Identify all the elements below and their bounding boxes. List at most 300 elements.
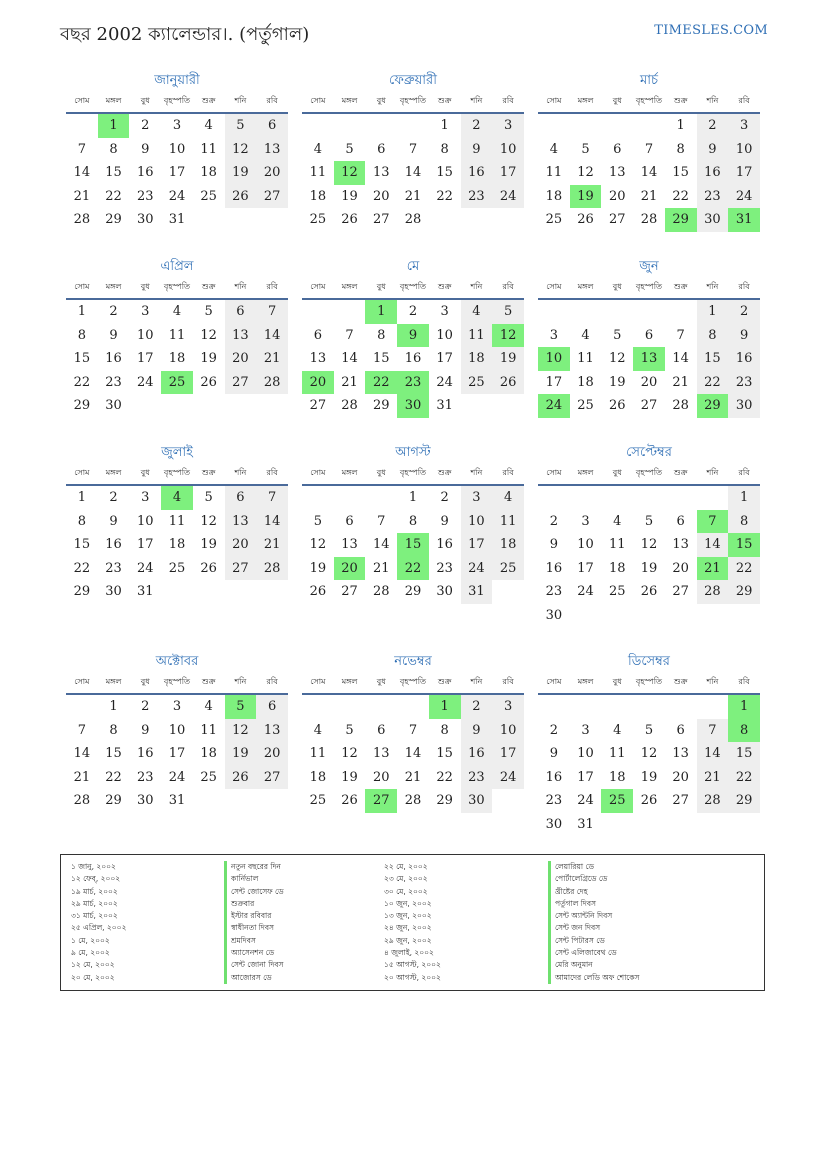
- day-cell[interactable]: 6: [225, 485, 257, 510]
- day-cell[interactable]: 2: [440, 490, 449, 506]
- day-cell[interactable]: 22: [728, 557, 760, 581]
- day-cell[interactable]: 3: [581, 513, 590, 529]
- day-cell[interactable]: 7: [644, 141, 654, 157]
- day-cell[interactable]: 25: [601, 789, 633, 813]
- day-cell[interactable]: 17: [436, 351, 453, 367]
- day-cell[interactable]: 14: [404, 165, 422, 181]
- day-cell[interactable]: 5: [581, 141, 590, 157]
- day-cell[interactable]: 12: [341, 746, 358, 762]
- day-cell[interactable]: 24: [538, 394, 570, 418]
- day-cell[interactable]: 18: [461, 347, 493, 371]
- day-cell[interactable]: 29: [105, 793, 122, 809]
- day-cell[interactable]: 13: [225, 324, 257, 348]
- day-cell[interactable]: 6: [676, 513, 685, 529]
- day-cell[interactable]: 25: [161, 371, 193, 395]
- day-cell[interactable]: 21: [256, 533, 288, 557]
- day-cell[interactable]: 23: [105, 374, 122, 390]
- day-cell[interactable]: 23: [436, 560, 453, 576]
- day-cell[interactable]: 17: [136, 351, 154, 367]
- day-cell[interactable]: 31: [168, 793, 186, 809]
- day-cell[interactable]: 18: [168, 351, 186, 367]
- day-cell[interactable]: 17: [545, 374, 563, 390]
- day-cell[interactable]: 31: [168, 212, 186, 228]
- day-cell[interactable]: 10: [136, 327, 154, 343]
- day-cell[interactable]: 7: [697, 719, 729, 743]
- day-cell[interactable]: 10: [492, 719, 524, 743]
- day-cell[interactable]: 14: [640, 165, 658, 181]
- day-cell[interactable]: 14: [372, 537, 390, 553]
- day-cell[interactable]: 8: [728, 510, 760, 534]
- day-cell[interactable]: 11: [168, 513, 186, 529]
- day-cell[interactable]: 22: [73, 374, 91, 390]
- day-cell[interactable]: 18: [168, 537, 186, 553]
- day-cell[interactable]: 28: [640, 212, 658, 228]
- day-cell[interactable]: 29: [436, 793, 453, 809]
- day-cell[interactable]: 15: [697, 347, 729, 371]
- day-cell[interactable]: 22: [728, 766, 760, 790]
- day-cell[interactable]: 23: [545, 584, 563, 600]
- day-cell[interactable]: 16: [461, 742, 493, 766]
- day-cell[interactable]: 7: [377, 513, 386, 529]
- day-cell[interactable]: 9: [440, 513, 449, 529]
- day-cell[interactable]: 9: [141, 722, 150, 738]
- day-cell[interactable]: 26: [341, 212, 358, 228]
- day-cell[interactable]: 1: [429, 694, 461, 719]
- day-cell[interactable]: 29: [105, 212, 122, 228]
- day-cell[interactable]: 20: [225, 347, 257, 371]
- day-cell[interactable]: 2: [549, 513, 558, 529]
- day-cell[interactable]: 28: [73, 793, 91, 809]
- day-cell[interactable]: 16: [105, 537, 122, 553]
- day-cell[interactable]: 12: [225, 719, 257, 743]
- day-cell[interactable]: 10: [492, 138, 524, 162]
- day-cell[interactable]: 31: [577, 816, 594, 832]
- day-cell[interactable]: 17: [492, 742, 524, 766]
- day-cell[interactable]: 4: [581, 327, 590, 343]
- day-cell[interactable]: 26: [225, 766, 257, 790]
- day-cell[interactable]: 7: [345, 327, 354, 343]
- day-cell[interactable]: 2: [549, 722, 558, 738]
- day-cell[interactable]: 10: [168, 722, 186, 738]
- day-cell[interactable]: 14: [256, 510, 288, 534]
- day-cell[interactable]: 3: [549, 327, 558, 343]
- day-cell[interactable]: 12: [225, 138, 257, 162]
- day-cell[interactable]: 18: [309, 769, 327, 785]
- day-cell[interactable]: 25: [577, 398, 594, 414]
- day-cell[interactable]: 2: [141, 699, 150, 715]
- day-cell[interactable]: 8: [77, 327, 86, 343]
- day-cell[interactable]: 16: [436, 537, 453, 553]
- day-cell[interactable]: 8: [109, 141, 118, 157]
- day-cell[interactable]: 9: [397, 324, 429, 348]
- day-cell[interactable]: 14: [697, 533, 729, 557]
- day-cell[interactable]: 29: [697, 394, 729, 418]
- day-cell[interactable]: 27: [672, 584, 689, 600]
- day-cell[interactable]: 3: [492, 694, 524, 719]
- day-cell[interactable]: 7: [256, 299, 288, 324]
- day-cell[interactable]: 13: [341, 537, 358, 553]
- day-cell[interactable]: 4: [313, 722, 322, 738]
- day-cell[interactable]: 18: [200, 165, 217, 181]
- day-cell[interactable]: 14: [697, 742, 729, 766]
- day-cell[interactable]: 6: [313, 327, 322, 343]
- day-cell[interactable]: 15: [436, 746, 453, 762]
- day-cell[interactable]: 30: [461, 789, 493, 813]
- day-cell[interactable]: 23: [397, 371, 429, 395]
- day-cell[interactable]: 7: [697, 510, 729, 534]
- day-cell[interactable]: 21: [640, 188, 658, 204]
- day-cell[interactable]: 24: [577, 584, 594, 600]
- day-cell[interactable]: 12: [640, 537, 658, 553]
- day-cell[interactable]: 28: [697, 580, 729, 604]
- day-cell[interactable]: 28: [341, 398, 358, 414]
- day-cell[interactable]: 18: [577, 374, 594, 390]
- day-cell[interactable]: 6: [256, 694, 288, 719]
- day-cell[interactable]: 21: [697, 557, 729, 581]
- day-cell[interactable]: 20: [372, 769, 390, 785]
- day-cell[interactable]: 7: [77, 722, 86, 738]
- day-cell[interactable]: 1: [408, 490, 418, 506]
- day-cell[interactable]: 28: [372, 584, 390, 600]
- day-cell[interactable]: 5: [313, 513, 322, 529]
- day-cell[interactable]: 13: [309, 351, 327, 367]
- day-cell[interactable]: 25: [608, 584, 626, 600]
- day-cell[interactable]: 12: [334, 161, 366, 185]
- day-cell[interactable]: 5: [345, 141, 354, 157]
- day-cell[interactable]: 20: [334, 557, 366, 581]
- day-cell[interactable]: 25: [461, 371, 493, 395]
- day-cell[interactable]: 31: [461, 580, 493, 604]
- day-cell[interactable]: 15: [436, 165, 453, 181]
- day-cell[interactable]: 18: [608, 769, 626, 785]
- day-cell[interactable]: 27: [608, 212, 626, 228]
- day-cell[interactable]: 5: [204, 490, 213, 506]
- day-cell[interactable]: 22: [365, 371, 397, 395]
- day-cell[interactable]: 27: [372, 212, 390, 228]
- day-cell[interactable]: 1: [728, 485, 760, 510]
- day-cell[interactable]: 16: [545, 560, 563, 576]
- day-cell[interactable]: 8: [377, 327, 386, 343]
- day-cell[interactable]: 8: [440, 141, 449, 157]
- day-cell[interactable]: 1: [440, 118, 449, 134]
- day-cell[interactable]: 28: [256, 557, 288, 581]
- day-cell[interactable]: 2: [141, 118, 150, 134]
- day-cell[interactable]: 25: [200, 188, 217, 204]
- day-cell[interactable]: 11: [608, 537, 626, 553]
- day-cell[interactable]: 10: [577, 537, 594, 553]
- day-cell[interactable]: 3: [461, 485, 493, 510]
- day-cell[interactable]: 17: [577, 769, 594, 785]
- day-cell[interactable]: 9: [549, 537, 558, 553]
- day-cell[interactable]: 12: [640, 746, 658, 762]
- day-cell[interactable]: 28: [256, 371, 288, 395]
- day-cell[interactable]: 3: [141, 490, 150, 506]
- day-cell[interactable]: 25: [200, 769, 217, 785]
- day-cell[interactable]: 22: [436, 769, 453, 785]
- day-cell[interactable]: 17: [728, 161, 760, 185]
- day-cell[interactable]: 18: [309, 188, 327, 204]
- day-cell[interactable]: 22: [397, 557, 429, 581]
- day-cell[interactable]: 15: [372, 351, 390, 367]
- day-cell[interactable]: 26: [640, 793, 658, 809]
- day-cell[interactable]: 24: [492, 185, 524, 209]
- day-cell[interactable]: 26: [492, 371, 524, 395]
- day-cell[interactable]: 22: [105, 769, 122, 785]
- day-cell[interactable]: 3: [581, 722, 590, 738]
- day-cell[interactable]: 17: [136, 537, 154, 553]
- day-cell[interactable]: 9: [141, 141, 150, 157]
- day-cell[interactable]: 24: [168, 188, 186, 204]
- day-cell[interactable]: 26: [200, 374, 217, 390]
- day-cell[interactable]: 4: [172, 304, 182, 320]
- day-cell[interactable]: 30: [545, 816, 563, 832]
- day-cell[interactable]: 20: [256, 742, 288, 766]
- day-cell[interactable]: 19: [225, 742, 257, 766]
- day-cell[interactable]: 4: [492, 485, 524, 510]
- day-cell[interactable]: 6: [613, 141, 622, 157]
- day-cell[interactable]: 2: [109, 304, 118, 320]
- day-cell[interactable]: 15: [73, 351, 91, 367]
- day-cell[interactable]: 11: [168, 327, 186, 343]
- day-cell[interactable]: 21: [256, 347, 288, 371]
- day-cell[interactable]: 19: [200, 351, 217, 367]
- day-cell[interactable]: 28: [672, 398, 689, 414]
- day-cell[interactable]: 27: [640, 398, 658, 414]
- day-cell[interactable]: 11: [492, 510, 524, 534]
- day-cell[interactable]: 16: [461, 161, 493, 185]
- day-cell[interactable]: 6: [644, 327, 654, 343]
- day-cell[interactable]: 23: [105, 560, 122, 576]
- day-cell[interactable]: 22: [436, 188, 453, 204]
- day-cell[interactable]: 21: [404, 188, 422, 204]
- day-cell[interactable]: 4: [549, 141, 558, 157]
- day-cell[interactable]: 10: [136, 513, 154, 529]
- day-cell[interactable]: 19: [640, 560, 658, 576]
- day-cell[interactable]: 3: [440, 304, 449, 320]
- day-cell[interactable]: 30: [136, 212, 154, 228]
- day-cell[interactable]: 9: [697, 138, 729, 162]
- day-cell[interactable]: 22: [105, 188, 122, 204]
- day-cell[interactable]: 12: [200, 513, 217, 529]
- day-cell[interactable]: 24: [168, 769, 186, 785]
- day-cell[interactable]: 6: [377, 722, 386, 738]
- day-cell[interactable]: 10: [168, 141, 186, 157]
- day-cell[interactable]: 8: [697, 324, 729, 348]
- day-cell[interactable]: 7: [408, 722, 418, 738]
- day-cell[interactable]: 15: [728, 533, 760, 557]
- day-cell[interactable]: 6: [345, 513, 354, 529]
- day-cell[interactable]: 16: [404, 351, 422, 367]
- day-cell[interactable]: 11: [545, 165, 563, 181]
- day-cell[interactable]: 27: [256, 766, 288, 790]
- day-cell[interactable]: 5: [225, 694, 257, 719]
- day-cell[interactable]: 23: [545, 793, 563, 809]
- day-cell[interactable]: 11: [577, 351, 594, 367]
- day-cell[interactable]: 15: [105, 165, 122, 181]
- day-cell[interactable]: 1: [365, 299, 397, 324]
- day-cell[interactable]: 6: [225, 299, 257, 324]
- day-cell[interactable]: 8: [408, 513, 418, 529]
- day-cell[interactable]: 21: [697, 766, 729, 790]
- day-cell[interactable]: 24: [728, 185, 760, 209]
- day-cell[interactable]: 4: [613, 722, 622, 738]
- day-cell[interactable]: 1: [77, 304, 86, 320]
- day-cell[interactable]: 20: [256, 161, 288, 185]
- day-cell[interactable]: 21: [341, 374, 358, 390]
- day-cell[interactable]: 8: [676, 141, 685, 157]
- day-cell[interactable]: 16: [136, 746, 154, 762]
- day-cell[interactable]: 10: [728, 138, 760, 162]
- day-cell[interactable]: 21: [73, 769, 91, 785]
- day-cell[interactable]: 15: [728, 742, 760, 766]
- day-cell[interactable]: 13: [672, 746, 689, 762]
- day-cell[interactable]: 29: [73, 398, 91, 414]
- day-cell[interactable]: 10: [538, 347, 570, 371]
- day-cell[interactable]: 30: [728, 394, 760, 418]
- day-cell[interactable]: 3: [172, 118, 182, 134]
- day-cell[interactable]: 2: [461, 113, 493, 138]
- day-cell[interactable]: 3: [141, 304, 150, 320]
- day-cell[interactable]: 27: [256, 185, 288, 209]
- day-cell[interactable]: 9: [728, 324, 760, 348]
- day-cell[interactable]: 9: [461, 138, 493, 162]
- day-cell[interactable]: 31: [436, 398, 453, 414]
- day-cell[interactable]: 25: [545, 212, 563, 228]
- day-cell[interactable]: 1: [98, 113, 130, 138]
- day-cell[interactable]: 8: [77, 513, 86, 529]
- day-cell[interactable]: 26: [640, 584, 658, 600]
- day-cell[interactable]: 20: [302, 371, 334, 395]
- day-cell[interactable]: 4: [204, 699, 213, 715]
- day-cell[interactable]: 25: [168, 560, 186, 576]
- day-cell[interactable]: 7: [77, 141, 86, 157]
- day-cell[interactable]: 17: [492, 161, 524, 185]
- day-cell[interactable]: 13: [256, 138, 288, 162]
- day-cell[interactable]: 17: [577, 560, 594, 576]
- day-cell[interactable]: 30: [105, 584, 122, 600]
- day-cell[interactable]: 17: [461, 533, 493, 557]
- day-cell[interactable]: 1: [728, 694, 760, 719]
- day-cell[interactable]: 5: [613, 327, 622, 343]
- day-cell[interactable]: 11: [200, 141, 217, 157]
- day-cell[interactable]: 27: [365, 789, 397, 813]
- day-cell[interactable]: 26: [577, 212, 594, 228]
- day-cell[interactable]: 31: [136, 584, 154, 600]
- day-cell[interactable]: 9: [109, 327, 118, 343]
- day-cell[interactable]: 11: [608, 746, 626, 762]
- day-cell[interactable]: 13: [256, 719, 288, 743]
- day-cell[interactable]: 8: [728, 719, 760, 743]
- day-cell[interactable]: 7: [256, 485, 288, 510]
- day-cell[interactable]: 22: [697, 371, 729, 395]
- day-cell[interactable]: 27: [225, 557, 257, 581]
- day-cell[interactable]: 27: [225, 371, 257, 395]
- day-cell[interactable]: 3: [728, 113, 760, 138]
- day-cell[interactable]: 15: [105, 746, 122, 762]
- day-cell[interactable]: 14: [256, 324, 288, 348]
- day-cell[interactable]: 4: [313, 141, 322, 157]
- day-cell[interactable]: 2: [109, 490, 118, 506]
- day-cell[interactable]: 15: [397, 533, 429, 557]
- day-cell[interactable]: 27: [672, 793, 689, 809]
- day-cell[interactable]: 24: [492, 766, 524, 790]
- day-cell[interactable]: 17: [168, 746, 186, 762]
- day-cell[interactable]: 23: [461, 185, 493, 209]
- day-cell[interactable]: 19: [570, 185, 602, 209]
- day-cell[interactable]: 14: [672, 351, 689, 367]
- day-cell[interactable]: 25: [309, 212, 327, 228]
- day-cell[interactable]: 12: [608, 351, 626, 367]
- day-cell[interactable]: 29: [372, 398, 390, 414]
- day-cell[interactable]: 16: [545, 769, 563, 785]
- day-cell[interactable]: 28: [697, 789, 729, 813]
- day-cell[interactable]: 30: [105, 398, 122, 414]
- day-cell[interactable]: 20: [672, 560, 689, 576]
- day-cell[interactable]: 4: [613, 513, 622, 529]
- day-cell[interactable]: 19: [341, 769, 358, 785]
- day-cell[interactable]: 18: [545, 188, 563, 204]
- day-cell[interactable]: 7: [676, 327, 685, 343]
- day-cell[interactable]: 11: [309, 746, 327, 762]
- day-cell[interactable]: 23: [697, 185, 729, 209]
- day-cell[interactable]: 1: [676, 118, 685, 134]
- day-cell[interactable]: 30: [136, 793, 154, 809]
- day-cell[interactable]: 2: [461, 694, 493, 719]
- day-cell[interactable]: 25: [309, 793, 327, 809]
- day-cell[interactable]: 20: [640, 374, 658, 390]
- day-cell[interactable]: 30: [436, 584, 453, 600]
- day-cell[interactable]: 24: [577, 793, 594, 809]
- day-cell[interactable]: 26: [341, 793, 358, 809]
- day-cell[interactable]: 11: [200, 722, 217, 738]
- day-cell[interactable]: 16: [105, 351, 122, 367]
- day-cell[interactable]: 20: [608, 188, 626, 204]
- day-cell[interactable]: 4: [161, 485, 193, 510]
- day-cell[interactable]: 30: [397, 394, 429, 418]
- day-cell[interactable]: 24: [136, 560, 154, 576]
- day-cell[interactable]: 5: [204, 304, 213, 320]
- day-cell[interactable]: 18: [608, 560, 626, 576]
- day-cell[interactable]: 26: [200, 560, 217, 576]
- day-cell[interactable]: 16: [136, 165, 154, 181]
- day-cell[interactable]: 14: [341, 351, 358, 367]
- day-cell[interactable]: 4: [204, 118, 213, 134]
- day-cell[interactable]: 13: [372, 746, 390, 762]
- day-cell[interactable]: 6: [676, 722, 685, 738]
- day-cell[interactable]: 19: [640, 769, 658, 785]
- day-cell[interactable]: 12: [309, 537, 327, 553]
- day-cell[interactable]: 13: [372, 165, 390, 181]
- day-cell[interactable]: 9: [461, 719, 493, 743]
- day-cell[interactable]: 19: [492, 347, 524, 371]
- day-cell[interactable]: 20: [372, 188, 390, 204]
- day-cell[interactable]: 6: [377, 141, 386, 157]
- day-cell[interactable]: 22: [672, 188, 689, 204]
- day-cell[interactable]: 2: [728, 299, 760, 324]
- day-cell[interactable]: 15: [73, 537, 91, 553]
- day-cell[interactable]: 30: [697, 208, 729, 232]
- day-cell[interactable]: 8: [109, 722, 118, 738]
- day-cell[interactable]: 27: [341, 584, 358, 600]
- day-cell[interactable]: 5: [644, 722, 654, 738]
- day-cell[interactable]: 14: [73, 165, 91, 181]
- day-cell[interactable]: 27: [309, 398, 327, 414]
- day-cell[interactable]: 23: [136, 769, 154, 785]
- day-cell[interactable]: 3: [492, 113, 524, 138]
- day-cell[interactable]: 16: [697, 161, 729, 185]
- day-cell[interactable]: 18: [492, 533, 524, 557]
- day-cell[interactable]: 11: [309, 165, 327, 181]
